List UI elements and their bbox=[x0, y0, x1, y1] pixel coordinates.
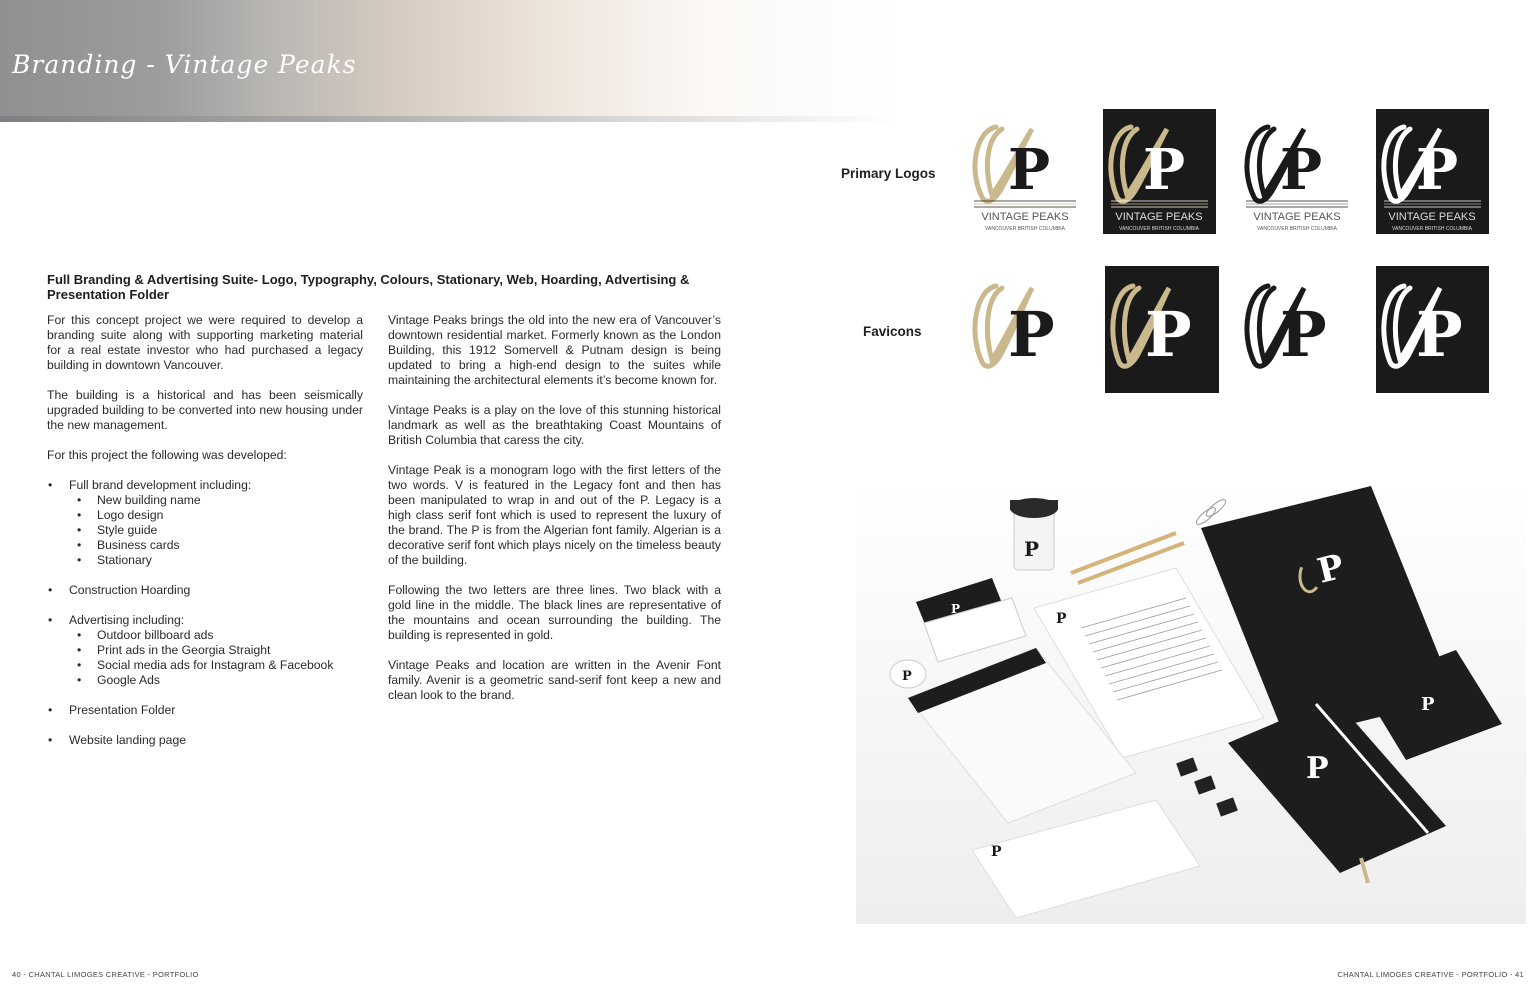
svg-text:P: P bbox=[1313, 546, 1348, 592]
deliverables-list bbox=[47, 703, 363, 718]
svg-text:P: P bbox=[1056, 611, 1067, 627]
list-item bbox=[69, 478, 363, 568]
sub-list bbox=[69, 493, 363, 568]
section-subheading: Full Branding & Advertising Suite- Logo, Typography, Colours, Stationary, Web, Hoarding, Advertising & Presentation Folder bbox=[47, 272, 690, 302]
sub-list-item: • Business cards bbox=[97, 538, 363, 553]
deliverables-list bbox=[47, 583, 363, 598]
sub-list-item: • Stationary bbox=[97, 553, 363, 568]
svg-text:P: P bbox=[1008, 137, 1051, 203]
vp-monogram-icon bbox=[966, 109, 1084, 234]
svg-text:VANCOUVER BRITISH COLUMBIA: VANCOUVER BRITISH COLUMBIA bbox=[1257, 226, 1337, 232]
left-text-column bbox=[47, 313, 363, 763]
svg-text:VANCOUVER BRITISH COLUMBIA: VANCOUVER BRITISH COLUMBIA bbox=[985, 226, 1065, 232]
sub-list-item: • Google Ads bbox=[97, 673, 363, 688]
stationery-mockup bbox=[856, 478, 1526, 924]
deliverables-list bbox=[47, 478, 363, 568]
right-text-column bbox=[388, 313, 721, 718]
list-item: • Presentation Folder bbox=[69, 703, 363, 718]
svg-text:P: P bbox=[1416, 298, 1463, 371]
paragraph: The building is a historical and has been seismically upgraded building to be converted into new housing under the new management. bbox=[47, 388, 363, 432]
vp-monogram-icon bbox=[1103, 109, 1216, 234]
paragraph: Vintage Peaks and location are written in the Avenir Font family. Avenir is a geometric sand-serif font keep a new and clean look to the brand. bbox=[388, 658, 721, 702]
sub-list-item: • Social media ads for Instagram & Facebook bbox=[97, 658, 363, 673]
primary-logo-gold-on-white bbox=[966, 109, 1084, 234]
favicons-label: Favicons bbox=[863, 324, 922, 339]
vp-favicon-icon bbox=[1376, 266, 1489, 393]
primary-logo-gold-on-black bbox=[1103, 109, 1216, 234]
paragraph: For this concept project we were required to develop a branding suite along with supporting marketing material for a real estate investor who had purchased a legacy building in downtown Vancouver. bbox=[47, 313, 363, 372]
stationery-mockup-image bbox=[856, 478, 1526, 924]
sub-list-item: • Print ads in the Georgia Straight bbox=[97, 643, 363, 658]
svg-text:P: P bbox=[1024, 537, 1040, 561]
sub-list bbox=[69, 628, 363, 688]
svg-text:P: P bbox=[1280, 298, 1327, 371]
svg-text:P: P bbox=[1306, 751, 1329, 786]
favicon-black-on-white bbox=[1238, 266, 1356, 392]
footer-right: CHANTAL LIMOGES CREATIVE - PORTFOLIO - 41 bbox=[1337, 970, 1524, 979]
list-item: • Website landing page bbox=[69, 733, 363, 748]
list-item-label: Full brand development including: bbox=[69, 478, 252, 492]
paragraph: For this project the following was developed: bbox=[47, 448, 287, 462]
page-title: Branding - Vintage Peaks bbox=[12, 50, 357, 79]
paragraph: Following the two letters are three lines. Two black with a gold line in the middle. The black lines are representative of the mountains and ocean surrounding the building. The building is represented in gold. bbox=[388, 583, 721, 642]
svg-text:P: P bbox=[1008, 298, 1055, 371]
list-item bbox=[69, 613, 363, 688]
list-item: • Construction Hoarding bbox=[69, 583, 363, 598]
svg-text:P: P bbox=[1280, 137, 1323, 203]
svg-text:P: P bbox=[902, 669, 912, 684]
svg-text:VINTAGE PEAKS: VINTAGE PEAKS bbox=[1388, 211, 1476, 223]
vp-monogram-icon bbox=[1238, 109, 1356, 234]
svg-text:P: P bbox=[1145, 298, 1192, 371]
vp-monogram-icon bbox=[1376, 109, 1489, 234]
paragraph: Vintage Peaks is a play on the love of this stunning historical landmark as well as the breathtaking Coast Mountains of British Columbia that caress the city. bbox=[388, 403, 721, 447]
svg-text:P: P bbox=[1421, 694, 1435, 715]
paragraph: Vintage Peak is a monogram logo with the first letters of the two words. V is featured in the Legacy font and then has been manipulated to wrap in and out of the P. Legacy is a high class serif font which is used to represent the luxury of the brand. The P is from the Algerian font family. Algerian is a decorative serif font which plays nicely on the timeless beauty of the building. bbox=[388, 463, 721, 567]
deliverables-list bbox=[47, 613, 363, 688]
svg-text:P: P bbox=[1143, 137, 1186, 203]
sub-list-item: • Style guide bbox=[97, 523, 363, 538]
list-item-label: Advertising including: bbox=[69, 613, 185, 627]
favicon-white-on-black bbox=[1376, 266, 1489, 393]
svg-text:VINTAGE PEAKS: VINTAGE PEAKS bbox=[981, 211, 1069, 223]
paragraph: Vintage Peaks brings the old into the new era of Vancouver’s downtown residential market. Formerly known as the London Building, this 1912 Somervell & Putnam design is being updated to bring a high-end design to the suites while maintaining the architectural elements it’s become known for. bbox=[388, 313, 721, 387]
sub-list-item: • Outdoor billboard ads bbox=[97, 628, 363, 643]
sub-list-item: • New building name bbox=[97, 493, 363, 508]
svg-text:P: P bbox=[991, 844, 1002, 860]
svg-text:P: P bbox=[1416, 137, 1459, 203]
primary-logos-label: Primary Logos bbox=[841, 166, 936, 181]
svg-text:VANCOUVER BRITISH COLUMBIA: VANCOUVER BRITISH COLUMBIA bbox=[1119, 226, 1199, 232]
footer-left: 40 - CHANTAL LIMOGES CREATIVE - PORTFOLIO bbox=[12, 970, 199, 979]
favicon-gold-on-black bbox=[1105, 266, 1219, 393]
sub-list-item: • Logo design bbox=[97, 508, 363, 523]
vp-favicon-icon bbox=[1238, 266, 1356, 392]
vp-favicon-icon bbox=[1105, 266, 1219, 393]
primary-logo-black-on-white bbox=[1238, 109, 1356, 234]
svg-text:P: P bbox=[951, 602, 961, 616]
vp-favicon-icon bbox=[966, 266, 1084, 392]
svg-text:VINTAGE PEAKS: VINTAGE PEAKS bbox=[1115, 211, 1203, 223]
svg-text:VANCOUVER BRITISH COLUMBIA: VANCOUVER BRITISH COLUMBIA bbox=[1392, 226, 1472, 232]
deliverables-list bbox=[47, 733, 363, 748]
favicon-gold-on-white bbox=[966, 266, 1084, 392]
primary-logo-white-on-black bbox=[1376, 109, 1489, 234]
header-divider bbox=[0, 116, 900, 122]
svg-text:VINTAGE PEAKS: VINTAGE PEAKS bbox=[1253, 211, 1341, 223]
